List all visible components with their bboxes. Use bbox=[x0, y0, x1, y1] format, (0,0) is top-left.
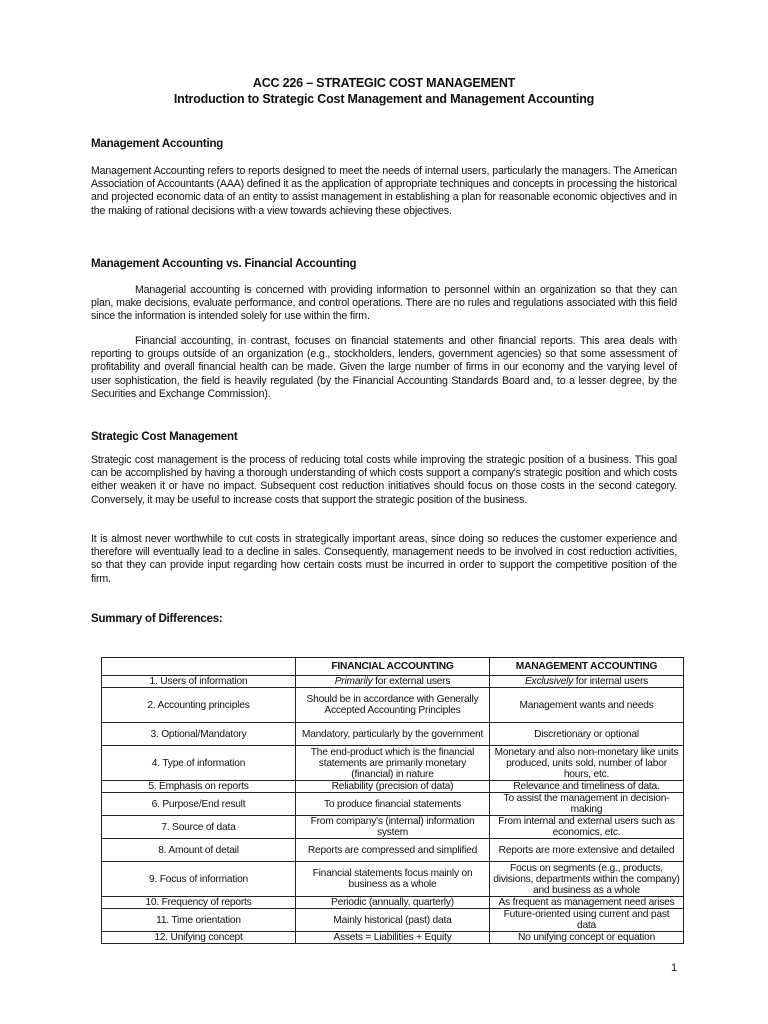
row-label: 7. Source of data bbox=[102, 816, 296, 839]
table-header-blank bbox=[102, 658, 296, 676]
row-label: 9. Focus of information bbox=[102, 862, 296, 897]
table-header-management: MANAGEMENT ACCOUNTING bbox=[490, 658, 684, 676]
row-label: 8. Amount of detail bbox=[102, 839, 296, 862]
table-row bbox=[102, 746, 684, 781]
row-label: 6. Purpose/End result bbox=[102, 793, 296, 816]
paragraph-strategic-1: Strategic cost management is the process of reducing total costs while improving the strategic position of a business. This goal can be accomplished by having a thorough understanding of which costs support a company's strategic position and which costs either weaken it or have no impact. Subsequent cost reduction initiatives should focus on those costs in the second category. Conversely, it may be useful to increase costs that support the strategic position of the business. bbox=[91, 454, 677, 506]
table-row bbox=[102, 688, 684, 723]
paragraph-managerial-accounting: Managerial accounting is concerned with providing information to personnel within an organization so that they can plan, make decisions, evaluate performance, and control operations. There are no rules and regulations associated with this field since the information is intended solely for use within the firm. bbox=[91, 284, 677, 323]
financial-cell: To produce financial statements bbox=[296, 793, 490, 816]
row-label: 1. Users of information bbox=[102, 676, 296, 688]
table-row bbox=[102, 676, 684, 688]
table-row bbox=[102, 932, 684, 944]
row-label: 4. Type of information bbox=[102, 746, 296, 781]
financial-cell: Assets = Liabilities + Equity bbox=[296, 932, 490, 944]
row-label: 10. Frequency of reports bbox=[102, 897, 296, 909]
differences-table bbox=[101, 657, 684, 944]
financial-cell: Periodic (annually, quarterly) bbox=[296, 897, 490, 909]
heading-management-vs-financial: Management Accounting vs. Financial Accounting bbox=[91, 258, 357, 270]
management-cell: As frequent as management need arises bbox=[490, 897, 684, 909]
management-cell: Exclusively for internal users bbox=[490, 676, 684, 688]
document-subtitle: Introduction to Strategic Cost Management and Management Accounting bbox=[173, 92, 595, 106]
financial-cell: Primarily for external users bbox=[296, 676, 490, 688]
financial-cell: Mandatory, particularly by the government bbox=[296, 723, 490, 746]
paragraph-management-accounting: Management Accounting refers to reports designed to meet the needs of internal users, particularly the managers. The American Association of Accountants (AAA) defined it as the application of appropriate techniques and concepts in processing the historical and projected economic data of an entity to assist management in establishing a plan for reasonable economic objectives and in the making of rational decisions with a view towards achieving these objectives. bbox=[91, 165, 677, 217]
financial-cell: The end-product which is the financial statements are primarily monetary (financial) in nature bbox=[296, 746, 490, 781]
management-cell: From internal and external users such as economics, etc. bbox=[490, 816, 684, 839]
management-cell: Discretionary or optional bbox=[490, 723, 684, 746]
table-header-financial: FINANCIAL ACCOUNTING bbox=[296, 658, 490, 676]
management-cell: Monetary and also non-monetary like units produced, units sold, number of labor hours, etc. bbox=[490, 746, 684, 781]
table-row bbox=[102, 781, 684, 793]
row-label: 2. Accounting principles bbox=[102, 688, 296, 723]
paragraph-strategic-2: It is almost never worthwhile to cut costs in strategically important areas, since doing so reduces the customer experience and therefore will eventually lead to a decline in sales. Consequently, management needs to be involved in cost reduction activities, so that they can provide input regarding how certain costs must be incurred in order to support the competitive position of the firm. bbox=[91, 533, 677, 585]
heading-management-accounting: Management Accounting bbox=[91, 138, 224, 150]
course-title: ACC 226 – STRATEGIC COST MANAGEMENT bbox=[252, 76, 516, 90]
management-cell: To assist the management in decision-making bbox=[490, 793, 684, 816]
row-label: 12. Unifying concept bbox=[102, 932, 296, 944]
row-label: 3. Optional/Mandatory bbox=[102, 723, 296, 746]
emphasis: Exclusively bbox=[524, 676, 574, 687]
row-label: 5. Emphasis on reports bbox=[102, 781, 296, 793]
table-row bbox=[102, 723, 684, 746]
row-label: 11. Time orientation bbox=[102, 909, 296, 932]
table-row bbox=[102, 816, 684, 839]
heading-summary-of-differences: Summary of Differences: bbox=[91, 613, 223, 625]
management-cell: Future-oriented using current and past data bbox=[490, 909, 684, 932]
table-header-row bbox=[102, 658, 684, 676]
management-cell: Relevance and timeliness of data. bbox=[490, 781, 684, 793]
page-number: 1 bbox=[671, 962, 678, 974]
table-row bbox=[102, 909, 684, 932]
paragraph-financial-accounting: Financial accounting, in contrast, focuses on financial statements and other financial reports. This area deals with reporting to groups outside of an organization (e.g., stockholders, lenders, government agencies) so that some assessment of profitability and overall financial health can be made. Given the large number of firms in our economy and the varying level of user sophistication, the field is heavily regulated (by the Financial Accounting Standards Board and, to a lesser degree, by the Securities and Exchange Commission). bbox=[91, 335, 677, 400]
heading-strategic-cost-management: Strategic Cost Management bbox=[91, 431, 238, 443]
financial-cell: From company's (internal) information system bbox=[296, 816, 490, 839]
financial-cell: Reliability (precision of data) bbox=[296, 781, 490, 793]
table-row bbox=[102, 862, 684, 897]
management-cell: No unifying concept or equation bbox=[490, 932, 684, 944]
management-cell: Management wants and needs bbox=[490, 688, 684, 723]
table-row bbox=[102, 839, 684, 862]
financial-cell: Should be in accordance with Generally Accepted Accounting Principles bbox=[296, 688, 490, 723]
management-cell: Focus on segments (e.g., products, divisions, departments within the company) and business as a whole bbox=[490, 862, 684, 897]
table-row bbox=[102, 897, 684, 909]
management-cell: Reports are more extensive and detailed bbox=[490, 839, 684, 862]
financial-cell: Financial statements focus mainly on business as a whole bbox=[296, 862, 490, 897]
financial-cell: Mainly historical (past) data bbox=[296, 909, 490, 932]
emphasis: Primarily bbox=[334, 676, 373, 687]
financial-cell: Reports are compressed and simplified bbox=[296, 839, 490, 862]
table-row bbox=[102, 793, 684, 816]
